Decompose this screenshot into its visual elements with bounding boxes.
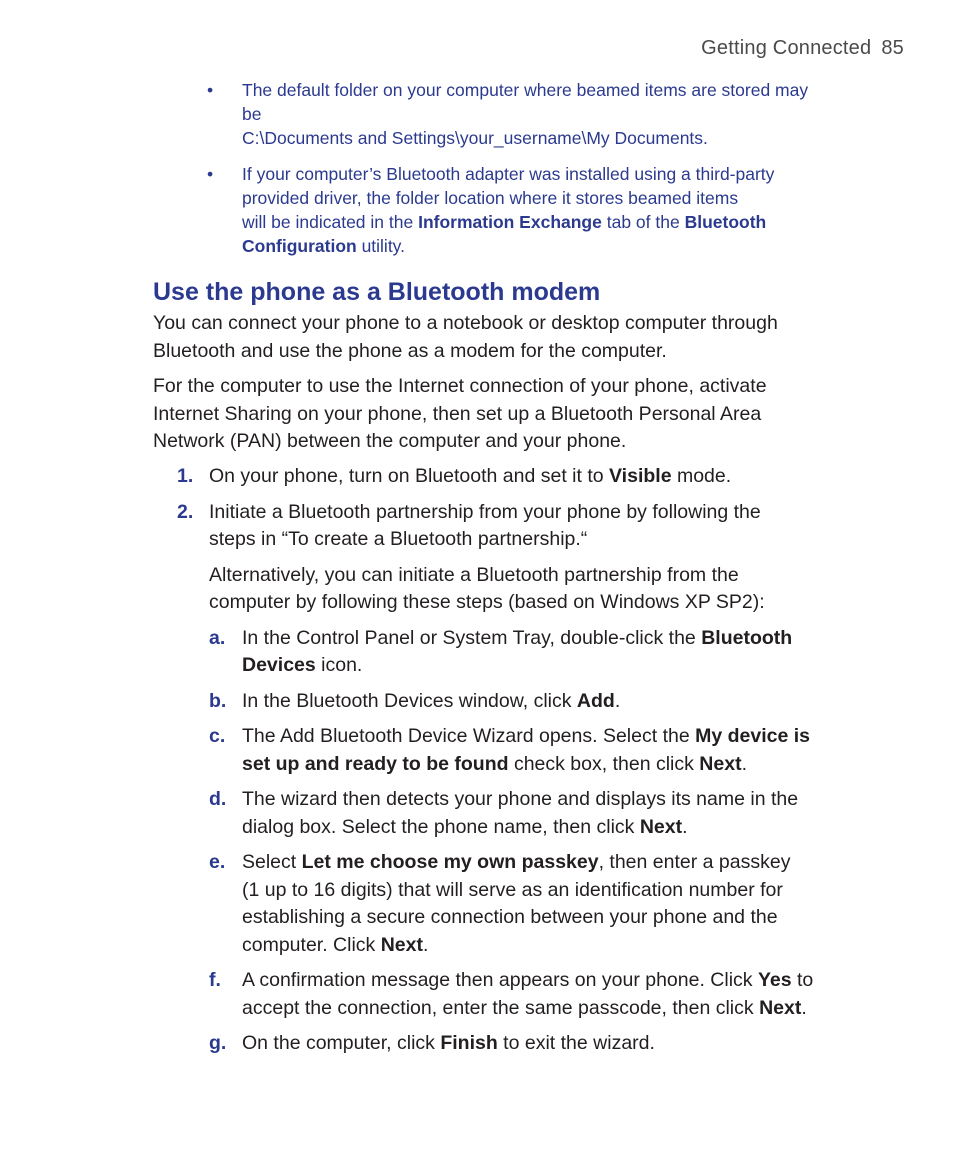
substep-text: [242, 932, 873, 960]
substep-text: [242, 849, 873, 877]
ui-term: Bluetooth: [701, 626, 793, 649]
note-path: C:\Documents and Settings\your_username\My Documents.: [242, 128, 708, 148]
substep-text: [242, 751, 873, 779]
substep-letter: b.: [209, 689, 227, 712]
text-line: You can connect your phone to a notebook or desktop computer through: [153, 312, 778, 334]
text-run: The Add Bluetooth Device Wizard opens. Select the: [242, 725, 696, 747]
note-text: be: [242, 104, 262, 124]
ui-term: My device is: [695, 725, 810, 747]
substep-text: (1 up to 16 digits) that will serve as an identification number for: [242, 878, 783, 901]
substep-letter: c.: [209, 725, 226, 747]
text-run: A confirmation message then appears on your phone. Click: [242, 969, 758, 991]
substep-text: [242, 625, 873, 653]
step-number: 1.: [177, 465, 194, 487]
ui-term: Configuration: [242, 236, 357, 256]
note-text: [242, 234, 867, 258]
substep-item: [209, 723, 873, 778]
text-line: For the computer to use the Internet connection of your phone, activate: [153, 375, 767, 397]
text-run: .: [801, 996, 807, 1019]
substep-letter: e.: [209, 851, 226, 873]
intro-paragraph: [153, 373, 873, 456]
ui-term: Information Exchange: [418, 212, 602, 232]
ui-term: Yes: [757, 969, 792, 991]
ui-term: Devices: [242, 654, 316, 676]
ui-term: Let me choose my own passkey: [301, 851, 599, 873]
ui-term: Visible: [609, 465, 672, 487]
substep-letter: f.: [209, 969, 221, 991]
step-text: Initiate a Bluetooth partnership from your phone by following the: [209, 500, 761, 523]
substep-letter: d.: [209, 788, 227, 810]
text-run: to: [791, 969, 814, 991]
substep-item: [209, 849, 873, 959]
text-run: .: [614, 689, 621, 712]
text-run: .: [423, 933, 429, 956]
ui-term: Next: [759, 996, 802, 1019]
step-item: [153, 463, 873, 491]
substep-text: establishing a secure connection between your phone and the: [242, 906, 778, 928]
ui-term: Finish: [440, 1032, 498, 1054]
substep-item: [209, 1030, 873, 1058]
substep-letter: g.: [209, 1032, 227, 1054]
substep-text: [242, 967, 873, 995]
substeps-list: [209, 625, 873, 1058]
steps-list: [153, 463, 873, 1066]
text-run: .: [682, 815, 688, 838]
intro-paragraph: [153, 310, 873, 365]
note-text: provided driver, the folder location where it stores beamed items: [242, 188, 739, 208]
text-run: accept the connection, enter the same passcode, then click: [242, 996, 760, 1019]
text-line: Network (PAN) between the computer and your phone.: [153, 430, 627, 452]
list-item: [207, 162, 867, 258]
bullet: •: [207, 164, 214, 184]
bullet: •: [207, 80, 214, 100]
text-run: On the computer, click: [242, 1032, 441, 1054]
alternative-paragraph: [209, 562, 873, 617]
text-line: Internet Sharing on your phone, then set up a Bluetooth Personal Area: [153, 402, 762, 425]
note-text: If your computer’s Bluetooth adapter was installed using a third-party: [242, 164, 775, 184]
ui-term: Next: [380, 933, 423, 956]
note-text-run: tab of the: [601, 212, 685, 232]
text-run: icon.: [315, 654, 363, 676]
ui-term: Next: [699, 752, 742, 775]
substep-item: [209, 688, 873, 716]
text-run: In the Bluetooth Devices window, click: [242, 689, 577, 712]
note-text: [242, 210, 867, 234]
substep-text: [242, 995, 873, 1023]
step-text: On your phone, turn on Bluetooth and set it to: [209, 465, 610, 487]
ui-term: Bluetooth: [684, 212, 767, 232]
text-run: dialog box. Select the phone name, then click: [242, 815, 640, 838]
text-run: , then enter a passkey: [598, 851, 791, 873]
step-item: [153, 499, 873, 1058]
text-run: .: [741, 752, 747, 775]
substep-text: [242, 814, 873, 842]
substep-text: [242, 652, 873, 680]
step-number: 2.: [177, 500, 194, 523]
step-text: Alternatively, you can initiate a Bluetooth partnership from the: [209, 563, 739, 586]
text-run: Select: [242, 851, 302, 873]
substep-letter: a.: [209, 626, 226, 649]
substep-item: [209, 967, 873, 1022]
ui-term: Next: [639, 815, 683, 838]
section-heading: Use the phone as a Bluetooth modem: [153, 278, 601, 306]
note-text: The default folder on your computer where beamed items are stored may: [242, 80, 809, 100]
step-text: mode.: [671, 465, 732, 487]
note-text-run: utility.: [356, 236, 405, 256]
note-list: [207, 78, 867, 270]
page-number: 85: [881, 37, 904, 59]
text-run: check box, then click: [508, 752, 700, 775]
section-title: Getting Connected: [701, 37, 872, 59]
text-line: Bluetooth and use the phone as a modem for the computer.: [153, 339, 667, 362]
step-text: computer by following these steps (based on Windows XP SP2):: [209, 591, 765, 613]
list-item: [207, 78, 867, 150]
page-header: [701, 37, 904, 60]
substep-text: [242, 723, 873, 751]
note-text-run: will be indicated in the: [242, 212, 419, 232]
ui-term: Add: [576, 689, 615, 712]
text-run: In the Control Panel or System Tray, double-click the: [242, 626, 702, 649]
text-run: to exit the wizard.: [497, 1032, 655, 1054]
ui-term: set up and ready to be found: [242, 752, 509, 775]
text-run: computer. Click: [242, 933, 381, 956]
step-text: steps in “To create a Bluetooth partnership.“: [209, 528, 588, 550]
substep-item: [209, 786, 873, 841]
substep-item: [209, 625, 873, 680]
substep-text: The wizard then detects your phone and displays its name in the: [242, 788, 799, 810]
